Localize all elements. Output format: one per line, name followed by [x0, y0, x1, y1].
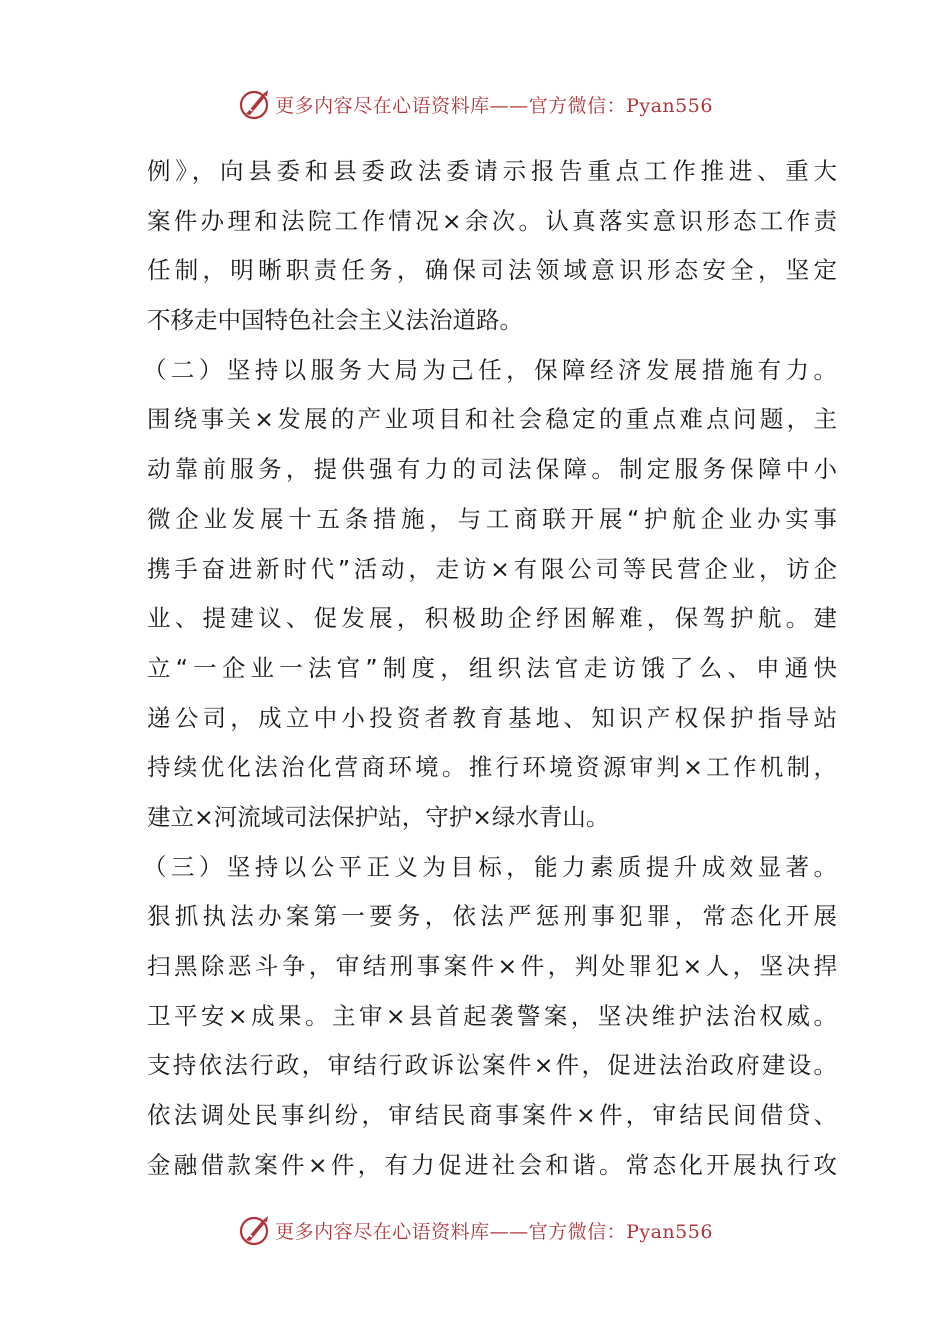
body-line: 卫平安×成果。主审×县首起袭警案，坚决维护法治权威。	[147, 1001, 837, 1030]
body-line: 依法调处民事纠纷，审结民商事案件×件，审结民间借贷、	[147, 1101, 837, 1130]
section-heading: （三）坚持以公平正义为目标，能力素质提升成效显著。	[143, 852, 837, 881]
body-line: 任制，明晰职责任务，确保司法领域意识形态安全，坚定	[147, 256, 837, 285]
body-line: 业、提建议、促发展，积极助企纾困解难，保驾护航。建	[147, 604, 837, 633]
body-line: 金融借款案件×件，有力促进社会和谐。常态化开展执行攻	[147, 1150, 837, 1179]
body-line: 建立×河流域司法保护站，守护×绿水青山。	[147, 802, 610, 831]
body-line: 递公司，成立中小投资者教育基地、知识产权保护指导站	[147, 703, 837, 732]
body-line: 立“一企业一法官”制度，组织法官走访饿了么、申通快	[147, 653, 837, 682]
body-line: 持续优化法治化营商环境。推行环境资源审判×工作机制，	[147, 753, 837, 782]
body-line: 动靠前服务，提供强有力的司法保障。制定服务保障中小	[147, 455, 837, 484]
body-line: 例》，向县委和县委政法委请示报告重点工作推进、重大	[147, 157, 837, 185]
section-heading: （二）坚持以服务大局为己任，保障经济发展措施有力。	[143, 355, 837, 384]
body-line: 不移走中国特色社会主义法治道路。	[147, 306, 523, 335]
body-line: 扫黑除恶斗争，审结刑事案件×件，判处罪犯×人，坚决捍	[147, 952, 837, 980]
body-line: 微企业发展十五条措施，与工商联开展“护航企业办实事	[147, 504, 837, 533]
watermark-banner-bottom	[0, 1210, 950, 1250]
body-line: 携手奋进新时代”活动，走访×有限公司等民营企业，访企	[147, 554, 837, 583]
body-line: 支持依法行政，审结行政诉讼案件×件，促进法治政府建设。	[147, 1051, 837, 1080]
document-body	[143, 147, 837, 1190]
watermark-text: 更多内容尽在心语资料库——官方微信：Pyan556	[275, 94, 713, 117]
quill-pen-logo-icon	[237, 87, 271, 121]
body-line: 狠抓执法办案第一要务，依法严惩刑事犯罪，常态化开展	[147, 902, 837, 931]
body-line: 围绕事关×发展的产业项目和社会稳定的重点难点问题，主	[147, 405, 837, 434]
body-line: 案件办理和法院工作情况×余次。认真落实意识形态工作责	[147, 206, 837, 235]
watermark-banner-top	[0, 84, 950, 124]
quill-pen-logo-icon	[237, 1213, 271, 1247]
watermark-text: 更多内容尽在心语资料库——官方微信：Pyan556	[275, 1220, 713, 1243]
